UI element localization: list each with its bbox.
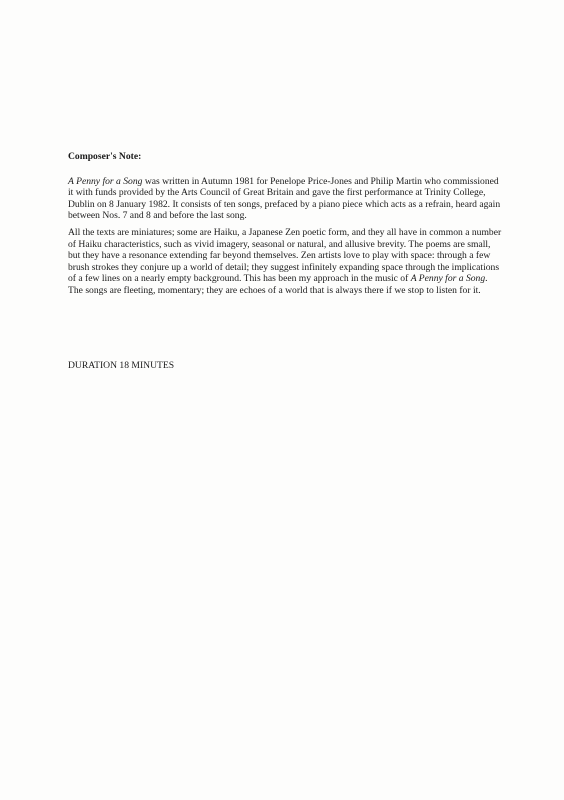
note-heading: Composer's Note: — [68, 151, 142, 162]
duration-text: DURATION 18 MINUTES — [68, 360, 175, 371]
composers-note — [68, 151, 504, 302]
paragraph-2-text-after: . The songs are fleeting, momentary; they are echoes of a world that is always there if we stop to listen for it. — [68, 273, 488, 296]
work-title: A Penny for a Song — [410, 273, 486, 285]
note-paragraph-2 — [68, 227, 504, 297]
paragraph-1-text: was written in Autumn 1981 for Penelope Price-Jones and Philip Martin who commissioned it with funds provided by the Arts Council of Great Britain and gave the first performance at Trinity College, Dublin on 8 January 1982. It consists of ten songs, prefaced by a piano piece which acts as a refrain, heard again between Nos. 7 and 8 and before the last song. — [68, 175, 501, 222]
paragraph-2-text-before: All the texts are miniatures; some are Haiku, a Japanese Zen poetic form, and they all have in common a number of Haiku characteristics, such as vivid imagery, seasonal or natural, and allusive brevity. The poems are small, but they have a resonance extending far beyond themselves. Zen artists love to play with space: through a few brush strokes they conjure up a world of detail; they suggest infinitely expanding space through the implications of a few lines on a nearly empty background. This has been my approach in the music of — [68, 226, 502, 285]
note-paragraph-1 — [68, 176, 504, 222]
work-title: A Penny for a Song — [68, 175, 143, 187]
